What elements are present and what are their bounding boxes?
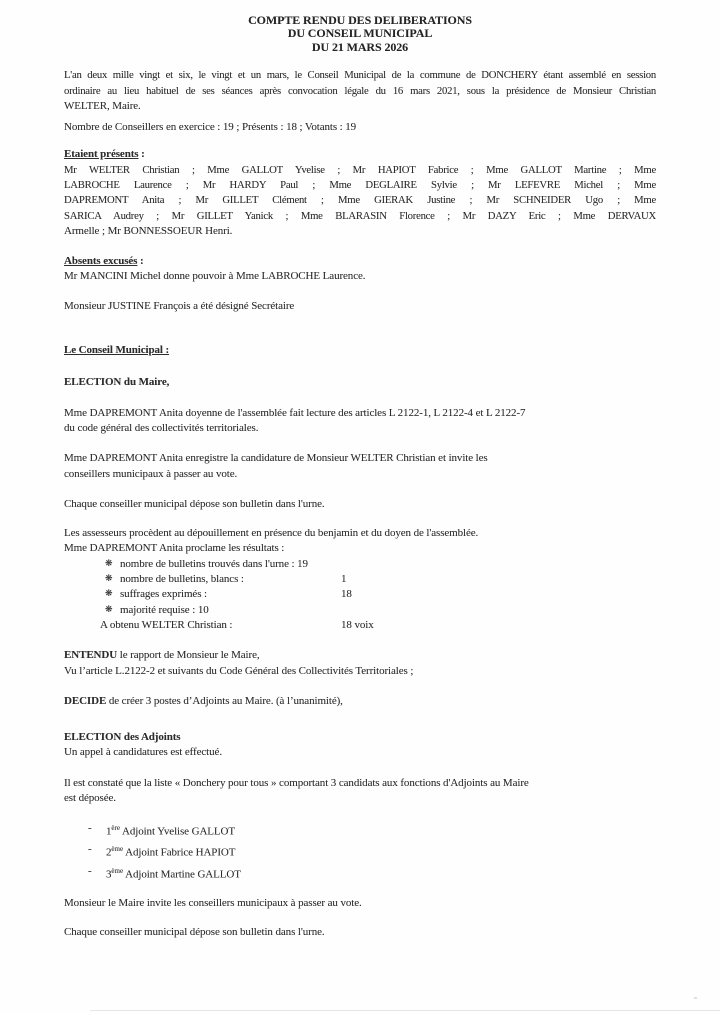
- entendu-keyword: ENTENDU: [64, 649, 118, 662]
- council-heading-text: Le Conseil Municipal :: [64, 344, 170, 357]
- present-heading-colon: :: [138, 148, 145, 161]
- ballot-results-list: [64, 557, 656, 633]
- ballot-label: nombre de bulletins trouvés dans l'urne : 19: [120, 557, 308, 570]
- invite-line: Monsieur le Maire invite les conseillers municipaux à passer au vote.: [64, 896, 362, 909]
- entendu-paragraph: [64, 648, 656, 679]
- present-names-line: SARICA Audrey ; Mr GILLET Yanick ; Mme BLARASIN Florence ; Mr DAZY Eric ; Mme DERVAUX: [64, 209, 656, 222]
- ballot-row: [64, 572, 656, 587]
- urne-line-2: Chaque conseiller municipal dépose son bulletin dans l'urne.: [64, 926, 325, 939]
- counts-line: Nombre de Conseillers en exercice : 19 ; Présents : 18 ; Votants : 19: [64, 121, 357, 134]
- intro-line: L'an deux mille vingt et six, le vingt et un mars, le Conseil Municipal de la commune de DONCHERY étant assemblé en session: [64, 69, 656, 82]
- asterisk-bullet-icon: ❋: [105, 604, 113, 615]
- candidature-line: Mme DAPREMONT Anita enregistre la candidature de Monsieur WELTER Christian et invite les: [64, 452, 488, 465]
- present-names-paragraph: [64, 163, 656, 239]
- candidature-line: conseillers municipaux à passer au vote.: [64, 467, 238, 480]
- adjoint-num: 1: [106, 825, 112, 838]
- liste-line: est déposée.: [64, 792, 116, 805]
- title-line-3: DU 21 MARS 2026: [311, 39, 409, 54]
- depouillement-paragraph: [64, 526, 656, 557]
- intro-line: WELTER, Maire.: [64, 99, 141, 112]
- liste-paragraph: [64, 776, 656, 807]
- depouillement-line: Les assesseurs procèdent au dépouillement en présence du benjamin et du doyen de l'assemblée.: [64, 527, 479, 540]
- adjoint-item: [64, 820, 656, 841]
- ballot-value: 1: [341, 573, 347, 586]
- ballot-row: [64, 587, 656, 602]
- absents-heading: [64, 254, 656, 269]
- election-maire-heading: ELECTION du Maire,: [64, 376, 170, 389]
- adjoint-ordinal: ère: [111, 824, 120, 833]
- document-content: [64, 0, 656, 940]
- entendu-line: [64, 648, 656, 663]
- dash-bullet: -: [88, 843, 92, 856]
- candidature-paragraph: [64, 451, 656, 482]
- urne-line: Chaque conseiller municipal dépose son bulletin dans l'urne.: [64, 497, 325, 510]
- title-line-2: DU CONSEIL MUNICIPAL: [287, 26, 433, 41]
- election-adjoints-section: [64, 730, 656, 761]
- present-heading: [64, 147, 656, 162]
- adjoint-name: Adjoint Martine GALLOT: [123, 868, 241, 881]
- entendu-rest: le rapport de Monsieur le Maire,: [117, 649, 260, 662]
- title-line-1: COMPTE RENDU DES DELIBERATIONS: [248, 13, 472, 27]
- lecture-line: Mme DAPREMONT Anita doyenne de l'assemblée fait lecture des articles L 2122-1, L 2122-4 et L 2122-7: [64, 406, 526, 419]
- election-adjoints-heading: ELECTION des Adjoints: [64, 731, 181, 744]
- ballot-result-value: 18 voix: [341, 618, 374, 631]
- ballot-result-label: A obtenu WELTER Christian :: [100, 618, 233, 631]
- adjoint-name: Adjoint Yvelise GALLOT: [119, 825, 235, 838]
- adjoint-item: [64, 841, 656, 862]
- present-names-line: DAPREMONT Anita ; Mr GILLET Clément ; Mme GIERAK Justine ; Mr SCHNEIDER Ugo ; Mme: [64, 194, 656, 207]
- absents-heading-text: Absents excusés: [64, 255, 138, 268]
- decide-keyword: DECIDE: [64, 694, 107, 707]
- present-heading-text: Etaient présents: [64, 148, 139, 161]
- scan-speck-artifact: [694, 997, 697, 999]
- appel-line: Un appel à candidatures est effectué.: [64, 746, 222, 759]
- document-title: [64, 14, 656, 54]
- ballot-label: nombre de bulletins, blancs :: [120, 573, 244, 586]
- present-names-line: LABROCHE Laurence ; Mr HARDY Paul ; Mme DEGLAIRE Sylvie ; Mr LEFEVRE Michel ; Mme: [64, 179, 656, 191]
- present-names-line: Armelle ; Mr BONNESSOEUR Henri.: [64, 224, 233, 237]
- dash-bullet: -: [88, 864, 92, 877]
- present-names-line: Mr WELTER Christian ; Mme GALLOT Yvelise ; Mr HAPIOT Fabrice ; Mme GALLOT Martine ; Mme: [64, 163, 656, 176]
- lecture-line: du code général des collectivités territoriales.: [64, 421, 259, 434]
- lecture-paragraph: [64, 406, 656, 437]
- adjoints-list: [64, 820, 656, 883]
- intro-line: ordinaire au lieu habituel de ses séances après convocation légale du 16 mars 2021, sous la présidence de Monsieur Christian: [64, 84, 656, 97]
- vu-line: Vu l’article L.2122-2 et suivants du Code Général des Collectivités Territoriales ;: [64, 664, 414, 677]
- intro-paragraph: [64, 68, 656, 114]
- adjoint-num: 3: [106, 868, 112, 881]
- ballot-label: majorité requise : 10: [120, 603, 209, 616]
- asterisk-bullet-icon: ❋: [105, 574, 113, 585]
- decide-rest: de créer 3 postes d’Adjoints au Maire. (à l’unanimité),: [106, 694, 343, 707]
- ballot-row: [64, 603, 656, 618]
- dash-bullet: -: [88, 822, 92, 835]
- adjoint-item: [64, 863, 656, 884]
- absents-heading-colon: :: [137, 255, 144, 268]
- adjoint-num: 2: [106, 847, 112, 860]
- proclame-line: Mme DAPREMONT Anita proclame les résultats :: [64, 542, 285, 555]
- absents-text: Mr MANCINI Michel donne pouvoir à Mme LABROCHE Laurence.: [64, 270, 366, 283]
- ballot-value: 18: [341, 588, 352, 601]
- adjoint-ordinal: ème: [111, 845, 124, 854]
- council-heading: [64, 343, 656, 358]
- secretary-line: Monsieur JUSTINE François a été désigné Secrétaire: [64, 299, 295, 312]
- asterisk-bullet-icon: ❋: [105, 558, 113, 569]
- adjoint-ordinal: ème: [111, 866, 124, 875]
- decide-line: [64, 694, 656, 709]
- ballot-label: suffrages exprimés :: [120, 588, 207, 601]
- adjoint-name: Adjoint Fabrice HAPIOT: [123, 847, 236, 860]
- ballot-result-row: [64, 618, 656, 633]
- ballot-row: [64, 557, 656, 572]
- liste-line: Il est constaté que la liste « Donchery pour tous » comportant 3 candidats aux fonctions d'Adjoints au Maire: [64, 776, 529, 789]
- asterisk-bullet-icon: ❋: [105, 589, 113, 600]
- scan-edge-artifact: [90, 1010, 720, 1011]
